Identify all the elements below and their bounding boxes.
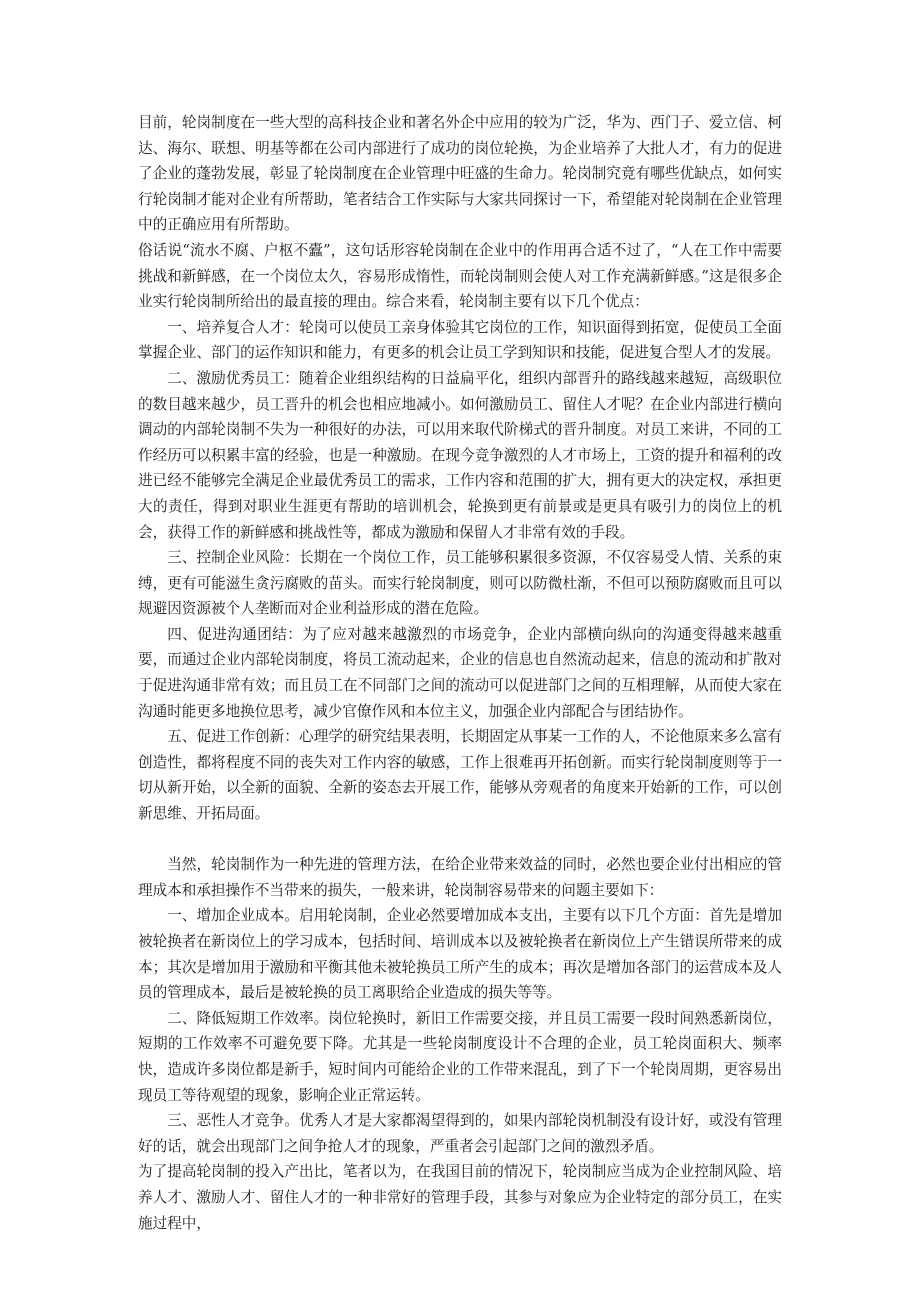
paragraph-advantage-2: 二、激励优秀员工：随着企业组织结构的日益扁平化，组织内部晋升的路线越来越短，高级职位的数目越来越少，员工晋升的机会也相应地减小。如何激励员工、留住人才呢？在企业内部进行横向调动的内部轮岗制不失为一种很好的办法，可以用来取代阶梯式的晋升制度。对员工来讲，不同的工作经历可以积累丰富的经验，也是一种激励。在现今竞争激烈的人才市场上，工资的提升和福利的改进已经不能够完全满足企业最优秀员工的需求，工作内容和范围的扩大，拥有更大的决定权，承担更大的责任，得到对职业生涯更有帮助的培训机会，轮换到更有前景或是更具有吸引力的岗位上的机会，获得工作的新鲜感和挑战性等，都成为激励和保留人才非常有效的手段。: [138, 369, 782, 541]
article-body: [138, 110, 782, 1236]
paragraph-disadvantage-3: 三、恶性人才竞争。优秀人才是大家都渴望得到的，如果内部轮岗机制没有设计好，或没有管理好的话，就会出现部门之间争抢人才的现象，严重者会引起部门之间的激烈矛盾。: [138, 1112, 782, 1155]
paragraph-spacer: [138, 827, 782, 853]
paragraph-advantage-4: 四、促进沟通团结：为了应对越来越激烈的市场竞争，企业内部横向纵向的沟通变得越来越重要，而通过企业内部轮岗制度，将员工流动起来，企业的信息也自然流动起来，信息的流动和扩散对于促进沟通非常有效；而且员工在不同部门之间的流动可以促进部门之间的互相理解，从而使大家在沟通时能更多地换位思考，减少官僚作风和本位主义，加强企业内部配合与团结协作。: [138, 625, 782, 720]
paragraph-intro: 目前，轮岗制度在一些大型的高科技企业和著名外企中应用的较为广泛，华为、西门子、爱立信、柯达、海尔、联想、明基等都在公司内部进行了成功的岗位轮换，为企业培养了大批人才，有力的促进了企业的蓬勃发展，彰显了轮岗制度在企业管理中旺盛的生命力。轮岗制究竟有哪些优缺点，如何实行轮岗制才能对企业有所帮助，笔者结合工作实际与大家共同探讨一下，希望能对轮岗制在企业管理中的正确应用有所帮助。: [138, 114, 782, 234]
paragraph-conclusion: 为了提高轮岗制的投入产出比，笔者以为，在我国目前的情况下，轮岗制应当成为企业控制风险、培养人才、激励人才、留住人才的一种非常好的管理手段，其参与对象应为企业特定的部分员工，在实施过程中，: [138, 1163, 782, 1232]
paragraph-disadvantage-1: 一、增加企业成本。启用轮岗制，企业必然要增加成本支出，主要有以下几个方面：首先是增加被轮换者在新岗位上的学习成本，包括时间、培训成本以及被轮换者在新岗位上产生错误所带来的成本；其次是增加用于激励和平衡其他未被轮换员工所产生的成本；再次是增加各部门的运营成本及人员的管理成本，最后是被轮换的员工离职给企业造成的损失等等。: [138, 907, 782, 1002]
paragraph-advantage-1: 一、培养复合人才：轮岗可以使员工亲身体验其它岗位的工作，知识面得到拓宽，促使员工全面掌握企业、部门的运作知识和能力，有更多的机会让员工学到知识和技能，促进复合型人才的发展。: [138, 318, 782, 362]
paragraph-advantage-5: 五、促进工作创新：心理学的研究结果表明，长期固定从事某一工作的人，不论他原来多么富有创造性，都将程度不同的丧失对工作内容的敏感，工作上很难再开拓创新。而实行轮岗制度则等于一切从新开始，以全新的面貌、全新的姿态去开展工作，能够从旁观者的角度来开始新的工作，可以创新思维、开拓局面。: [138, 728, 782, 823]
paragraph-advantage-3: 三、控制企业风险：长期在一个岗位工作，员工能够积累很多资源，不仅容易受人情、关系的束缚，更有可能滋生贪污腐败的苗头。而实行轮岗制度，则可以防微杜渐，不但可以预防腐败而且可以规避因资源被个人垄断而对企业利益形成的潜在危险。: [138, 549, 782, 618]
paragraph-proverb: 俗话说“流水不腐、户枢不蠹”，这句话形容轮岗制在企业中的作用再合适不过了，“人在工作中需要挑战和新鲜感，在一个岗位太久，容易形成惰性，而轮岗制则会使人对工作充满新鲜感。”这是很多企业实行轮岗制所给出的最直接的理由。综合来看，轮岗制主要有以下几个优点：: [138, 241, 782, 311]
paragraph-disadvantage-2: 二、降低短期工作效率。岗位轮换时，新旧工作需要交接，并且员工需要一段时间熟悉新岗位，短期的工作效率不可避免要下降。尤其是一些轮岗制度设计不合理的企业，员工轮岗面积大、频率快，造成许多岗位都是新手，短时间内可能给企业的工作带来混乱，到了下一个轮岗周期，更容易出现员工等待观望的现象，影响企业正常运转。: [138, 1009, 782, 1104]
paragraph-disadvantages-intro: 当然，轮岗制作为一种先进的管理方法，在给企业带来效益的同时，必然也要企业付出相应的管理成本和承担操作不当带来的损失，一般来讲，轮岗制容易带来的问题主要如下：: [138, 856, 782, 899]
